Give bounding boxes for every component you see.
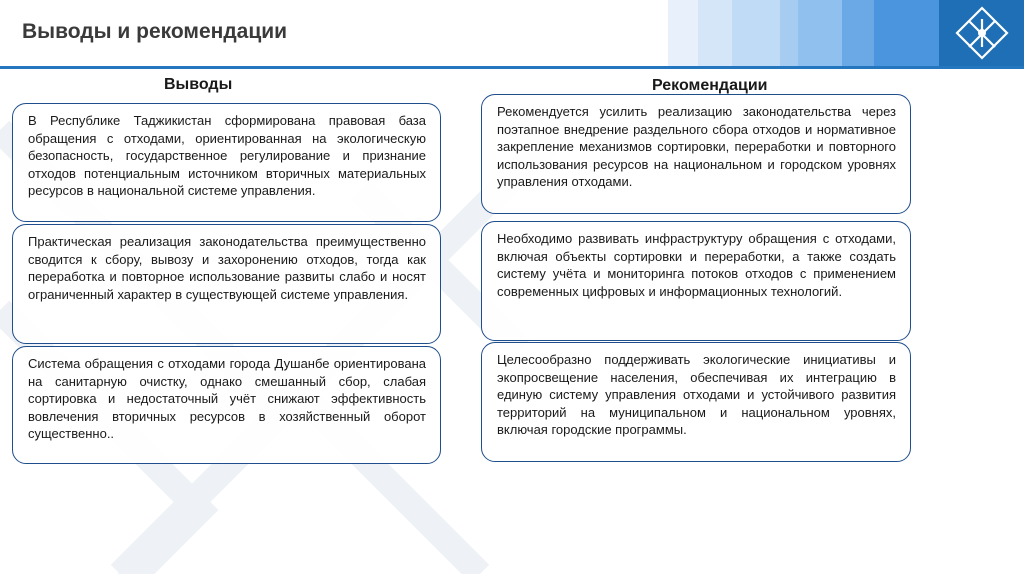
recommendation-text-1: Рекомендуется усилить реализацию законодательства через поэтапное внедрение раздельного сбора отходов и нормативное закрепление механизмов сортировки, переработки и повторного использования ресурсов на национальном и городском уровнях управления отходами. (497, 104, 896, 189)
page-title: Выводы и рекомендации (22, 20, 288, 43)
conclusion-text-3: Система обращения с отходами города Душанбе ориентирована на санитарную очистку, однако смешанный сбор, слабая сортировка и недостаточный учёт снижают эффективность вовлечения вторичных ресурсов в хозяйственный оборот существенно.. (28, 356, 426, 441)
recommendation-box-2 (481, 221, 911, 341)
recommendation-box-3 (481, 342, 911, 462)
logo (939, 0, 1024, 66)
recommendations-heading: Рекомендации (652, 77, 768, 94)
conclusions-heading: Выводы (164, 76, 233, 93)
conclusion-box-2 (12, 224, 441, 344)
conclusion-box-3 (12, 346, 441, 464)
header-rule (0, 66, 1024, 69)
recommendation-box-1 (481, 94, 911, 214)
recommendation-text-2: Необходимо развивать инфраструктуру обращения с отходами, включая объекты сортировки и переработки, а также создать систему учёта и мониторинга потоков отходов с применением современных цифровых и информационных технологий. (497, 231, 896, 299)
conclusion-box-1 (12, 103, 441, 222)
recommendation-text-3: Целесообразно поддерживать экологические инициативы и экопросвещение населения, обеспечивая их интеграцию в единую систему управления отходами и устойчивого развития территорий на муниципальном и национальном уровнях, включая городские программы. (497, 352, 896, 437)
conclusion-text-1: В Республике Таджикистан сформирована правовая база обращения с отходами, ориентированная на экологическую безопасность, государственное регулирование и признание отходов потенциальным источником вторичных материальных ресурсов в национальной системе управления. (28, 113, 426, 198)
conclusion-text-2: Практическая реализация законодательства преимущественно сводится к сбору, вывозу и захоронению отходов, тогда как переработка и повторное использование развиты слабо и носят ограниченный характер в существующей системе управления. (28, 234, 426, 302)
mining-institute-emblem-icon (953, 5, 1011, 61)
